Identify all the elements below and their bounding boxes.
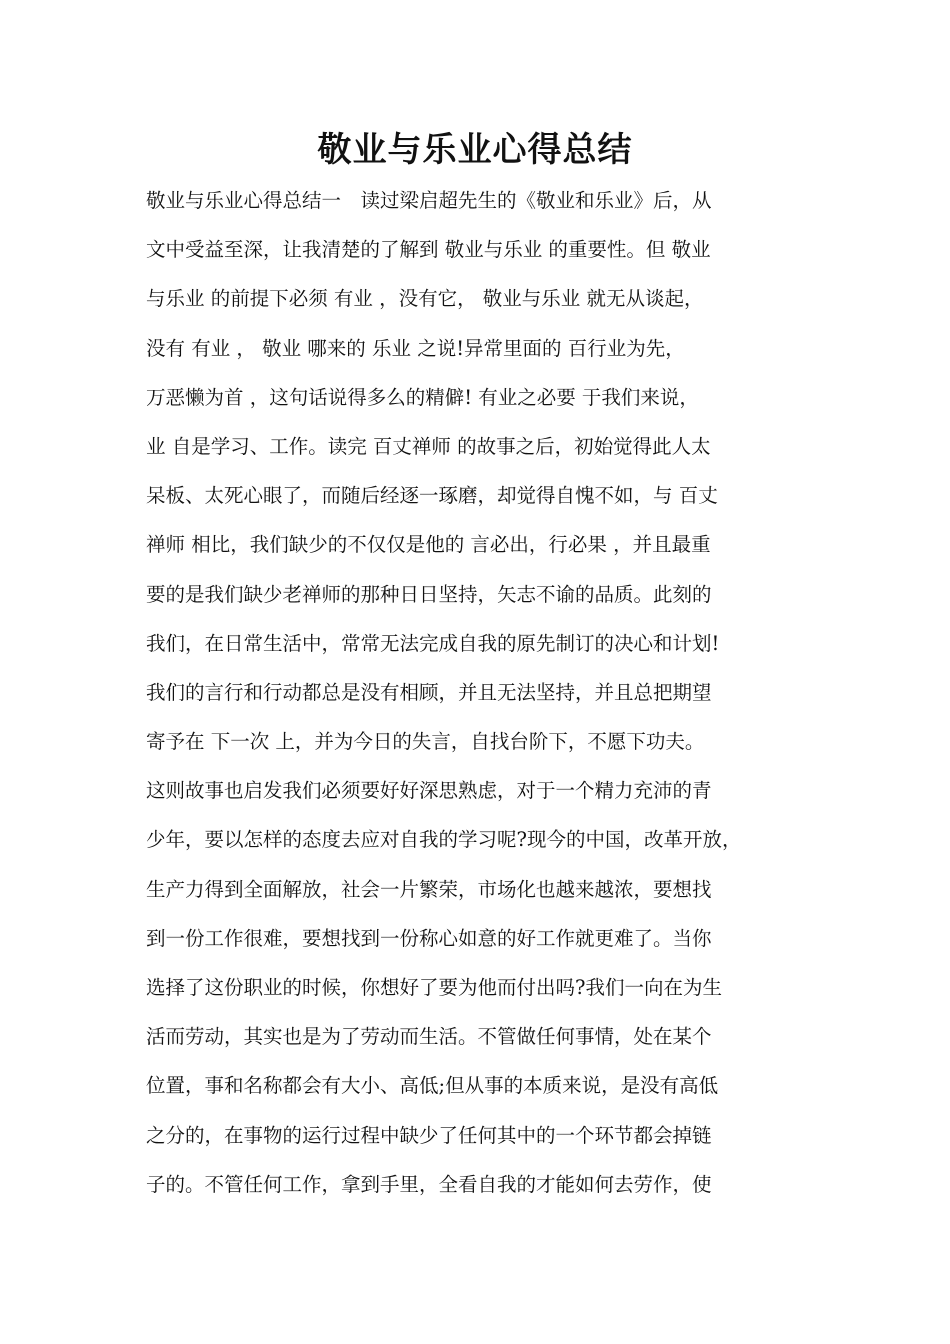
body-line: 禅师 相比，我们缺少的不仅仅是他的 言必出，行必果 ，并且最重 bbox=[146, 533, 711, 557]
body-line: 活而劳动，其实也是为了劳动而生活。不管做任何事情，处在某个 bbox=[146, 1025, 712, 1049]
body-line: 敬业与乐业心得总结一 读过梁启超先生的《敬业和乐业》后，从 bbox=[146, 189, 712, 212]
body-line: 少年，要以怎样的态度去应对自我的学习呢?现今的中国，改革开放， bbox=[146, 828, 742, 852]
body-line: 呆板、太死心眼了，而随后经逐一琢磨，却觉得自愧不如，与 百丈 bbox=[146, 484, 718, 508]
body-line: 选择了这份职业的时候，你想好了要为他而付出吗?我们一向在为生 bbox=[146, 976, 722, 999]
body-line: 文中受益至深，让我清楚的了解到 敬业与乐业 的重要性。但 敬业 bbox=[146, 238, 711, 262]
body-line: 业 自是学习、工作。读完 百丈禅师 的故事之后，初始觉得此人太 bbox=[146, 434, 711, 458]
body-line: 万恶懒为首 ，这句话说得多么的精僻! 有业之必要 于我们来说， bbox=[146, 385, 699, 409]
body-line: 子的。不管任何工作，拿到手里，全看自我的才能如何去劳作，使 bbox=[146, 1172, 712, 1196]
body-line: 我们的言行和行动都总是没有相顾，并且无法坚持，并且总把期望 bbox=[146, 680, 712, 704]
body-line: 我们，在日常生活中，常常无法完成自我的原先制订的决心和计划! bbox=[146, 631, 720, 655]
body-line: 位置，事和名称都会有大小、高低;但从事的本质来说，是没有高低 bbox=[146, 1074, 719, 1098]
body-line: 要的是我们缺少老禅师的那种日日坚持，矢志不谕的品质。此刻的 bbox=[146, 582, 712, 606]
body-line: 这则故事也启发我们必须要好好深思熟虑，对于一个精力充沛的青 bbox=[146, 779, 712, 803]
body-line: 到一份工作很难，要想找到一份称心如意的好工作就更难了。当你 bbox=[146, 926, 712, 950]
document-body bbox=[146, 176, 826, 1209]
body-line: 寄予在 下一次 上，并为今日的失言，自找台阶下，不愿下功夫。 bbox=[146, 730, 705, 754]
body-line: 之分的，在事物的运行过程中缺少了任何其中的一个环节都会掉链 bbox=[146, 1123, 712, 1147]
document-title: 敬业与乐业心得总结 bbox=[317, 130, 633, 170]
body-line: 与乐业 的前提下必须 有业 ，没有它， 敬业与乐业 就无从谈起， bbox=[146, 287, 704, 311]
body-line: 没有 有业 ， 敬业 哪来的 乐业 之说!异常里面的 百行业为先， bbox=[146, 336, 685, 360]
body-line: 生产力得到全面解放，社会一片繁荣，市场化也越来越浓，要想找 bbox=[146, 877, 712, 901]
